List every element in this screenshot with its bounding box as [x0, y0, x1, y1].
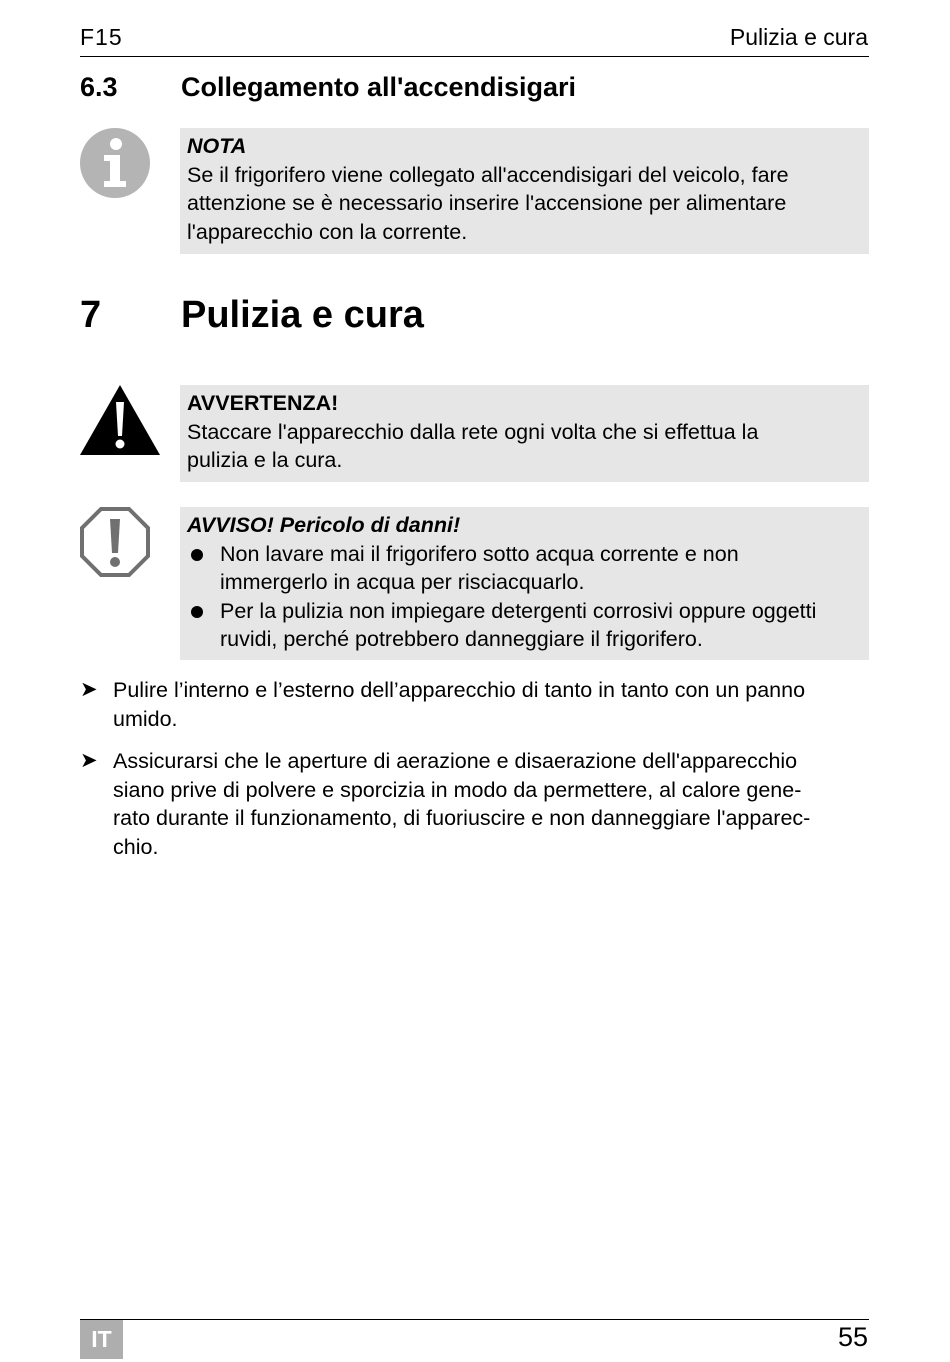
notice-bullet-line: Non lavare mai il frigorifero sotto acqua corrente e non [220, 541, 739, 566]
warning-box [180, 385, 869, 482]
step-line: Pulire l’interno e l’esterno dell’apparecchio di tanto in tanto con un panno [113, 678, 806, 702]
notice-bullet-line: ruvidi, perché potrebbero danneggiare il frigorifero. [220, 627, 703, 651]
notice-bullet-line: Per la pulizia non impiegare detergenti corrosivi oppure oggetti [220, 598, 817, 623]
header-section: Pulizia e cura [729, 24, 868, 50]
notice-box [180, 507, 869, 660]
warning-triangle-icon [79, 384, 161, 456]
section-6-3-number: 6.3 [80, 72, 118, 102]
section-7-title: Pulizia e cura [181, 294, 424, 336]
notice-label: AVVISO! Pericolo di danni! [187, 513, 461, 537]
note-box [180, 128, 869, 254]
language-badge: IT [80, 1320, 123, 1359]
note-line: attenzione se è necessario inserire l'accensione per alimentare [187, 191, 787, 215]
note-line: Se il frigorifero viene collegato all'accendisigari del veicolo, fare [187, 162, 789, 187]
note-line: l'apparecchio con la corrente. [187, 219, 468, 244]
arrow-icon: ➤ [80, 749, 98, 772]
step-line: Assicurarsi che le aperture di aerazione e disaerazione dell'apparecchio [113, 749, 798, 773]
instruction-step [80, 676, 869, 733]
step-line: rato durante il funzionamento, di fuoriuscire e non danneggiare l'apparec- [113, 806, 811, 830]
warning-line: Staccare l'apparecchio dalla rete ogni volta che si effettua la [187, 419, 759, 444]
note-label: NOTA [187, 134, 247, 158]
info-icon [80, 128, 150, 198]
page-number: 55 [837, 1322, 868, 1352]
section-7-number: 7 [80, 294, 102, 336]
step-line: siano prive di polvere e sporcizia in modo da permettere, al calore gene- [113, 777, 802, 802]
bullet-dot [191, 549, 203, 561]
step-line: chio. [113, 834, 159, 859]
warning-line: pulizia e la cura. [187, 448, 343, 472]
octagon-exclamation-icon [79, 506, 151, 578]
arrow-icon: ➤ [80, 678, 98, 701]
header-divider [80, 56, 869, 57]
step-line: umido. [113, 706, 178, 731]
bullet-dot [191, 606, 203, 618]
instruction-step [80, 747, 869, 861]
header-model: F15 [80, 24, 123, 50]
notice-bullet-line: immergerlo in acqua per risciacquarlo. [220, 570, 585, 594]
footer-divider [80, 1319, 869, 1320]
notice-bullet-item [187, 540, 861, 597]
notice-bullet-item [187, 597, 861, 654]
warning-label: AVVERTENZA! [187, 391, 339, 415]
section-6-3-title: Collegamento all'accendisigari [181, 72, 577, 102]
